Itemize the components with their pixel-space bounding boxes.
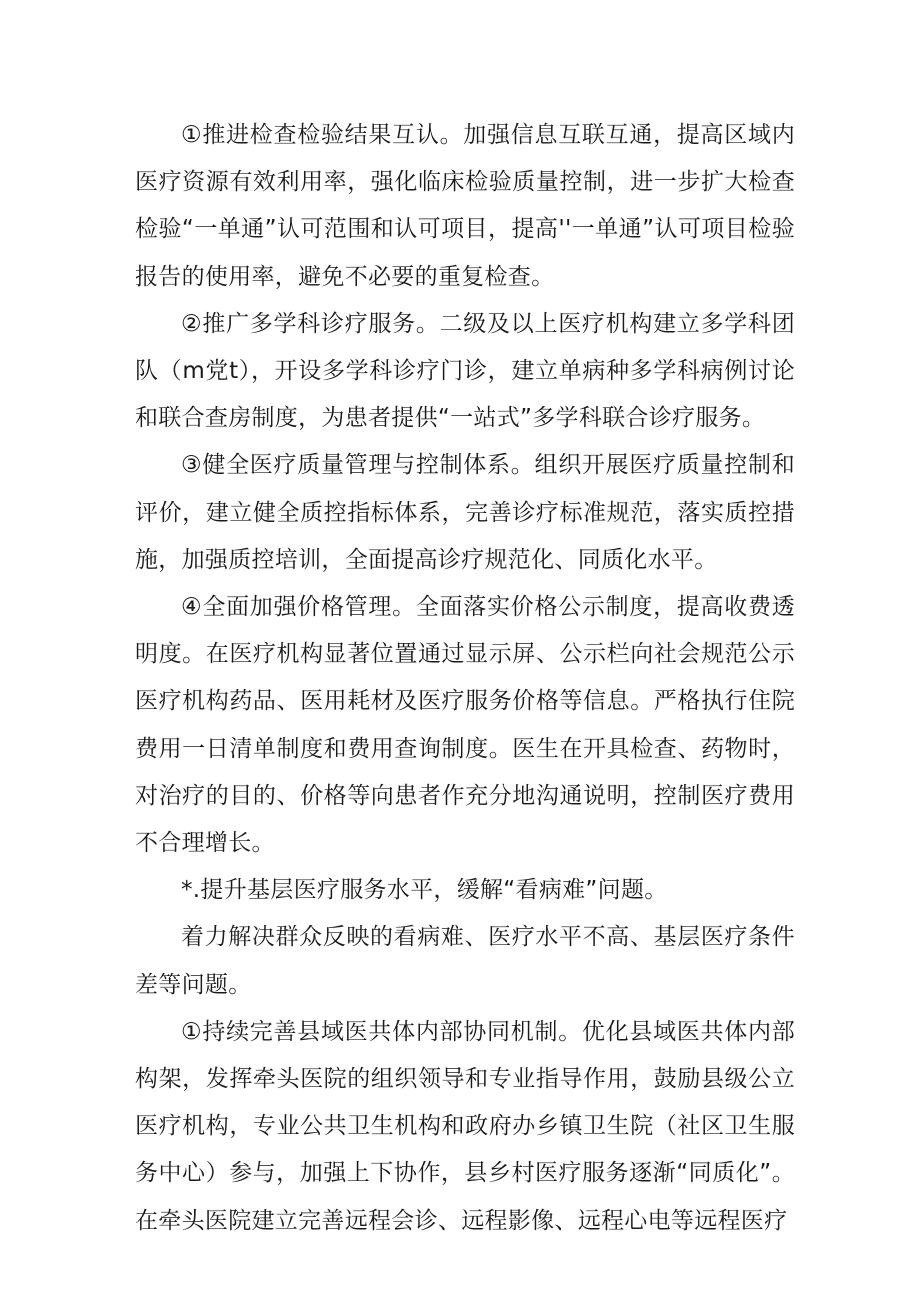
paragraph-county-medical-community: ①持续完善县域医共体内部协同机制。优化县域医共体内部构架，发挥牵头医院的组织领导和专业指导作用，鼓励县级公立医疗机构，专业公共卫生机构和政府办乡镇卫生院（社区卫生服务中心）参与，加强上下协作，县乡村医疗服务逐渐“同质化”。在牵头医院建立完善远程会诊、远程影像、远程心电等远程医疗 (135, 1018, 795, 1234)
paragraph-exam-mutual-recognition: ①推进检查检验结果互认。加强信息互联互通，提高区域内医疗资源有效利用率，强化临床检验质量控制，进一步扩大检查检验“一单通”认可范围和认可项目，提高''一单通”认可项目检验报告的使用率，避免不必要的重复检查。 (135, 122, 795, 290)
paragraph-multidisciplinary-service: ②推广多学科诊疗服务。二级及以上医疗机构建立多学科团队（m党t），开设多学科诊疗门诊，建立单病种多学科病例讨论和联合查房制度，为患者提供“一站式”多学科联合诊疗服务。 (135, 310, 795, 432)
paragraph-primary-care-intro: 着力解决群众反映的看病难、医疗水平不高、基层医疗条件差等问题。 (135, 924, 795, 998)
section-heading-primary-care: *.提升基层医疗服务水平，缓解“看病难”问题。 (181, 877, 668, 904)
document-body (135, 112, 795, 1245)
paragraph-price-management: ④全面加强价格管理。全面落实价格公示制度，提高收费透明度。在医疗机构显著位置通过显示屏、公示栏向社会规范公示医疗机构药品、医用耗材及医疗服务价格等信息。严格执行住院费用一日清单制度和费用查询制度。医生在开具检查、药物时，对治疗的目的、价格等向患者作充分地沟通说明，控制医疗费用不合理增长。 (135, 594, 795, 857)
paragraph-quality-control: ③健全医疗质量管理与控制体系。组织开展医疗质量控制和评价，建立健全质控指标体系，完善诊疗标准规范，落实质控措施，加强质控培训，全面提高诊疗规范化、同质化水平。 (135, 452, 795, 573)
